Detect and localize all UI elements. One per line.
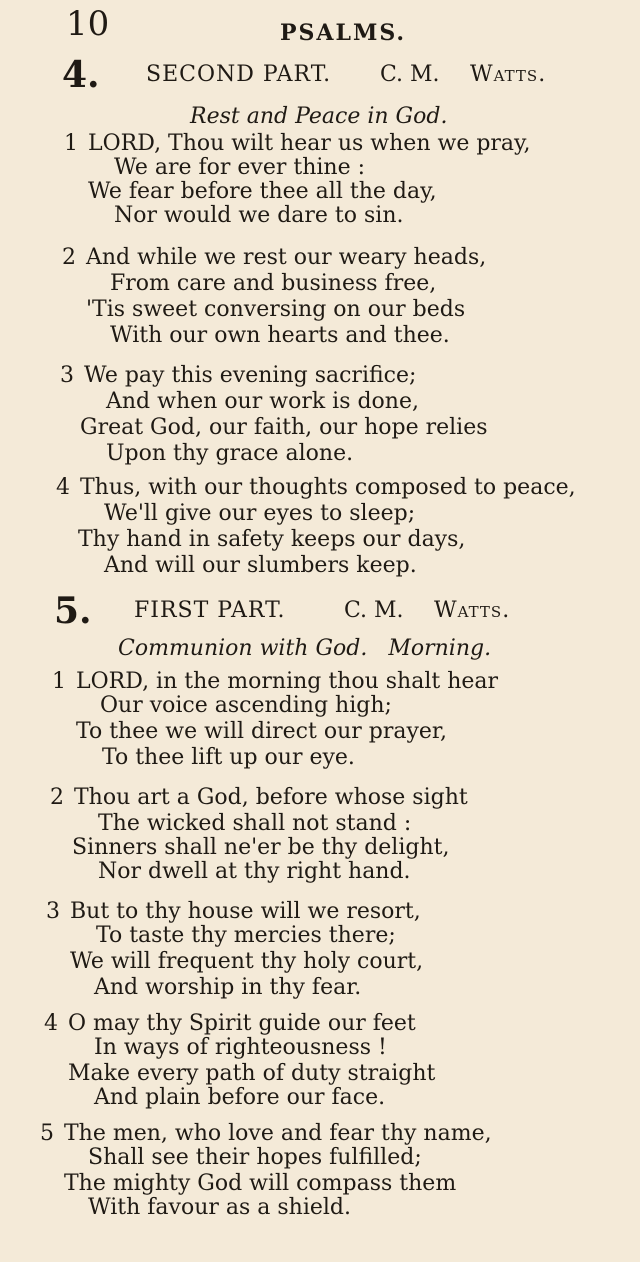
verse-line: LORD, Thou wilt hear us when we pray, xyxy=(88,131,531,156)
verse-line: O may thy Spirit guide our feet xyxy=(68,1011,416,1036)
hymn-meter: C. M. xyxy=(380,62,440,87)
hymn-number: 5. xyxy=(54,590,92,632)
verse-number: 4 xyxy=(56,475,70,500)
verse-number: 5 xyxy=(40,1121,54,1146)
verse-line: Nor would we dare to sin. xyxy=(114,203,404,228)
hymn-subtitle: Rest and Peace in God. xyxy=(190,104,448,129)
verse-number: 2 xyxy=(62,245,76,270)
running-title: PSALMS. xyxy=(280,20,407,46)
verse-number: 4 xyxy=(44,1011,58,1036)
hymn-meter: C. M. xyxy=(344,598,404,623)
verse-number: 1 xyxy=(52,669,66,694)
verse-line: The mighty God will compass them xyxy=(64,1171,457,1196)
verse-line: Make every path of duty straight xyxy=(68,1061,436,1086)
verse-line: Upon thy grace alone. xyxy=(106,441,354,466)
verse-line: We are for ever thine : xyxy=(114,155,365,180)
verse-line: From care and business free, xyxy=(110,271,437,296)
hymn-header xyxy=(0,54,640,98)
running-head xyxy=(0,2,640,46)
verse-line: LORD, in the morning thou shalt hear xyxy=(76,669,499,694)
verse-number: 3 xyxy=(46,899,60,924)
verse-line: Nor dwell at thy right hand. xyxy=(98,859,411,884)
verse-line: Sinners shall ne'er be thy delight, xyxy=(72,835,450,860)
hymn-number: 4. xyxy=(62,54,100,96)
hymn-author: Watts. xyxy=(470,62,547,87)
verse-line: And when our work is done, xyxy=(106,389,419,414)
verse-line: And plain before our face. xyxy=(94,1085,386,1110)
verse-line: With our own hearts and thee. xyxy=(110,323,450,348)
verse-line: To thee lift up our eye. xyxy=(102,745,355,770)
hymn-author: Watts. xyxy=(434,598,511,623)
verse-number: 1 xyxy=(64,131,78,156)
verse-number: 3 xyxy=(60,363,74,388)
verse-line: Shall see their hopes fulfilled; xyxy=(88,1145,422,1170)
verse-line: Our voice ascending high; xyxy=(100,693,392,718)
verse-line: With favour as a shield. xyxy=(88,1195,352,1220)
page-number: 10 xyxy=(66,4,110,44)
verse-line: We'll give our eyes to sleep; xyxy=(104,501,416,526)
verse-line: 'Tis sweet conversing on our beds xyxy=(86,297,466,322)
verse-line: The wicked shall not stand : xyxy=(98,811,412,836)
verse-line: We pay this evening sacrifice; xyxy=(84,363,417,388)
verse-line: The men, who love and fear thy name, xyxy=(64,1121,492,1146)
verse-line: And will our slumbers keep. xyxy=(104,553,417,578)
hymn-subtitle: Communion with God. Morning. xyxy=(118,636,492,661)
hymn-part: FIRST PART. xyxy=(134,598,286,623)
verse-line: Thou art a God, before whose sight xyxy=(74,785,468,810)
verse-line: Great God, our faith, our hope relies xyxy=(80,415,488,440)
verse-line: And worship in thy fear. xyxy=(94,975,362,1000)
verse-number: 2 xyxy=(50,785,64,810)
verse-line: We will frequent thy holy court, xyxy=(70,949,424,974)
verse-line: In ways of righteousness ! xyxy=(94,1035,387,1060)
verse-line: We fear before thee all the day, xyxy=(88,179,437,204)
verse-line: Thy hand in safety keeps our days, xyxy=(78,527,466,552)
hymn-part: SECOND PART. xyxy=(146,62,332,87)
verse-line: And while we rest our weary heads, xyxy=(86,245,487,270)
verse-line: Thus, with our thoughts composed to peace, xyxy=(80,475,576,500)
verse-line: To taste thy mercies there; xyxy=(96,923,396,948)
hymn-header xyxy=(0,590,640,634)
verse-line: But to thy house will we resort, xyxy=(70,899,421,924)
verse-line: To thee we will direct our prayer, xyxy=(76,719,448,744)
